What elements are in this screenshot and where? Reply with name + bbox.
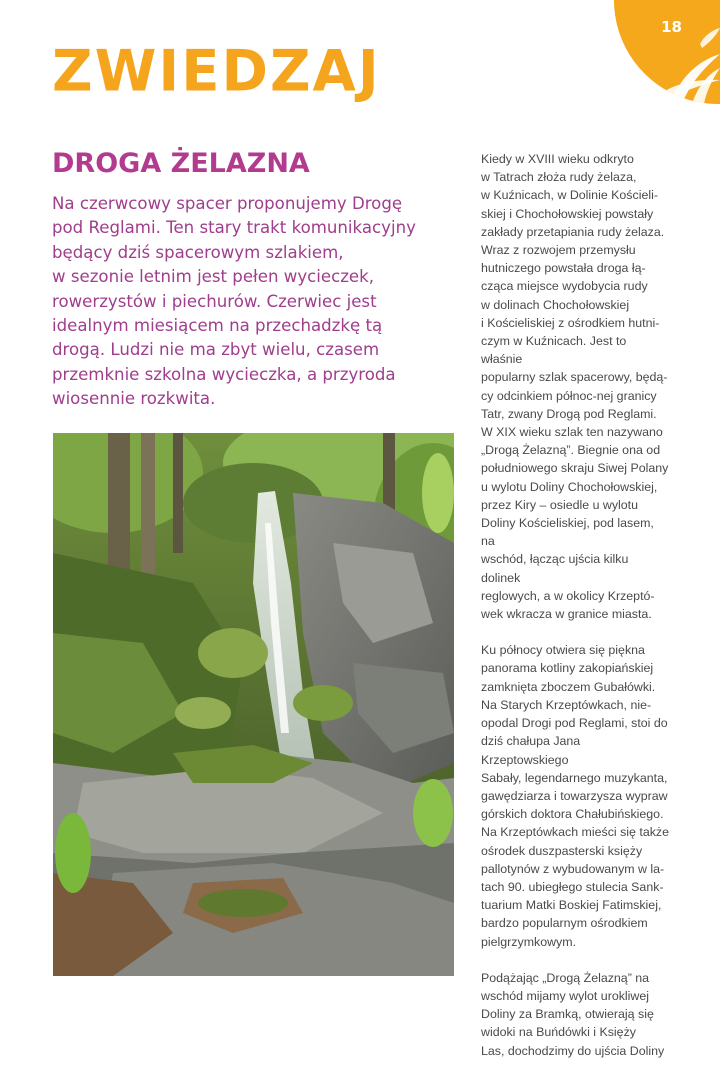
text-line: bardzo popularnym ośrodkiem bbox=[481, 916, 648, 931]
text-line: przez Kiry – osiedle u wylotu bbox=[481, 497, 639, 512]
text-line: pielgrzymkowym. bbox=[481, 934, 577, 949]
lead-line: drogą. Ludzi nie ma zbyt wielu, czasem bbox=[52, 340, 380, 360]
text-line: Sabały, legendarnego muzykanta, bbox=[481, 770, 668, 785]
text-line: południowego skraju Siwej Polany bbox=[481, 461, 669, 476]
lead-line: idealnym miesiącem na przechadzkę tą bbox=[52, 316, 383, 336]
text-line: Na Starych Krzeptówkach, nie- bbox=[481, 697, 652, 712]
text-line: Podążając „Drogą Żelazną” na bbox=[481, 970, 650, 985]
text-line: Doliny Kościeliskiej, pod lasem, na bbox=[481, 516, 654, 549]
text-line: u wylotu Doliny Chochołowskiej, bbox=[481, 479, 658, 494]
text-line: w Tatrach złoża rudy żelaza, bbox=[481, 170, 637, 185]
text-line: Las, dochodzimy do ujścia Doliny bbox=[481, 1043, 665, 1058]
body-column bbox=[481, 150, 671, 1078]
text-line: Kiedy w XVIII wieku odkryto bbox=[481, 152, 634, 166]
lead-paragraph bbox=[52, 192, 457, 412]
text-line: wschód, łącząc ujścia kilku dolinek bbox=[481, 552, 629, 585]
text-line: wek wkracza w granice miasta. bbox=[481, 607, 652, 622]
article-title: DROGA ŻELAZNA bbox=[52, 148, 310, 179]
text-line: pallotynów z wybudowanym w la- bbox=[481, 861, 665, 876]
text-line: popularny szlak spacerowy, będą- bbox=[481, 370, 668, 385]
lead-line: wiosennie rozkwita. bbox=[52, 389, 216, 409]
body-paragraph bbox=[481, 969, 671, 1060]
text-line: zakłady przetapiania rudy żelaza. bbox=[481, 224, 665, 239]
text-line: wschód mijamy wylot urokliwej bbox=[481, 988, 650, 1003]
text-line: Wraz z rozwojem przemysłu bbox=[481, 243, 636, 258]
text-line: Na Krzeptówkach mieści się także bbox=[481, 825, 669, 840]
page-number: 18 bbox=[661, 18, 682, 36]
section-title: ZWIEDZAJ bbox=[52, 38, 381, 105]
text-line: reglowych, a w okolicy Krzeptó- bbox=[481, 588, 655, 603]
lead-line: będący dziś spacerowym szlakiem, bbox=[52, 242, 344, 262]
text-line: Doliny za Bramką, otwierają się bbox=[481, 1007, 654, 1022]
text-line: w dolinach Chochołowskiej bbox=[481, 297, 630, 312]
text-line: czym w Kuźnicach. Jest to właśnie bbox=[481, 334, 627, 367]
text-line: cy odcinkiem północ-nej granicy bbox=[481, 388, 657, 403]
lead-line: w sezonie letnim jest pełen wycieczek, bbox=[52, 267, 375, 287]
waterfall-photo bbox=[53, 433, 454, 976]
text-line: panorama kotliny zakopiańskiej bbox=[481, 661, 654, 676]
text-line: hutniczego powstała droga łą- bbox=[481, 261, 646, 276]
lead-line: przemknie szkolna wycieczka, a przyroda bbox=[52, 364, 396, 384]
body-paragraph bbox=[481, 641, 671, 950]
text-line: W XIX wieku szlak ten nazywano bbox=[481, 425, 663, 440]
lead-line: rowerzystów i piechurów. Czerwiec jest bbox=[52, 291, 377, 311]
text-line: i Kościeliskiej z ośrodkiem hutni- bbox=[481, 315, 660, 330]
text-line: opodal Drogi pod Reglami, stoi do bbox=[481, 716, 668, 731]
lead-line: Na czerwcowy spacer proponujemy Drogę bbox=[52, 194, 403, 213]
page-corner-tab bbox=[614, 0, 720, 104]
text-line: gawędziarza i towarzysza wypraw bbox=[481, 788, 668, 803]
lead-line: pod Reglami. Ten stary trakt komunikacyjny bbox=[52, 218, 416, 238]
text-line: widoki na Buńdówki i Księży bbox=[481, 1025, 636, 1040]
text-line: w Kuźnicach, w Dolinie Kościeli- bbox=[481, 188, 658, 203]
text-line: ośrodek duszpasterski księży bbox=[481, 843, 643, 858]
text-line: górskich doktora Chałubińskiego. bbox=[481, 807, 664, 822]
leaf-icon bbox=[630, 24, 720, 104]
text-line: zamknięta zboczem Gubałówki. bbox=[481, 679, 656, 694]
text-line: Tatr, zwany Drogą pod Reglami. bbox=[481, 406, 657, 421]
text-line: cząca miejsce wydobycia rudy bbox=[481, 279, 648, 294]
text-line: dziś chałupa Jana Krzeptowskiego bbox=[481, 734, 581, 767]
text-line: skiej i Chochołowskiej powstały bbox=[481, 206, 654, 221]
text-line: tuarium Matki Boskiej Fatimskiej, bbox=[481, 898, 662, 913]
body-paragraph bbox=[481, 150, 671, 623]
text-line: tach 90. ubiegłego stulecia Sank- bbox=[481, 879, 664, 894]
text-line: „Drogą Żelazną”. Biegnie ona od bbox=[481, 443, 661, 458]
text-line: Ku północy otwiera się piękna bbox=[481, 643, 645, 658]
